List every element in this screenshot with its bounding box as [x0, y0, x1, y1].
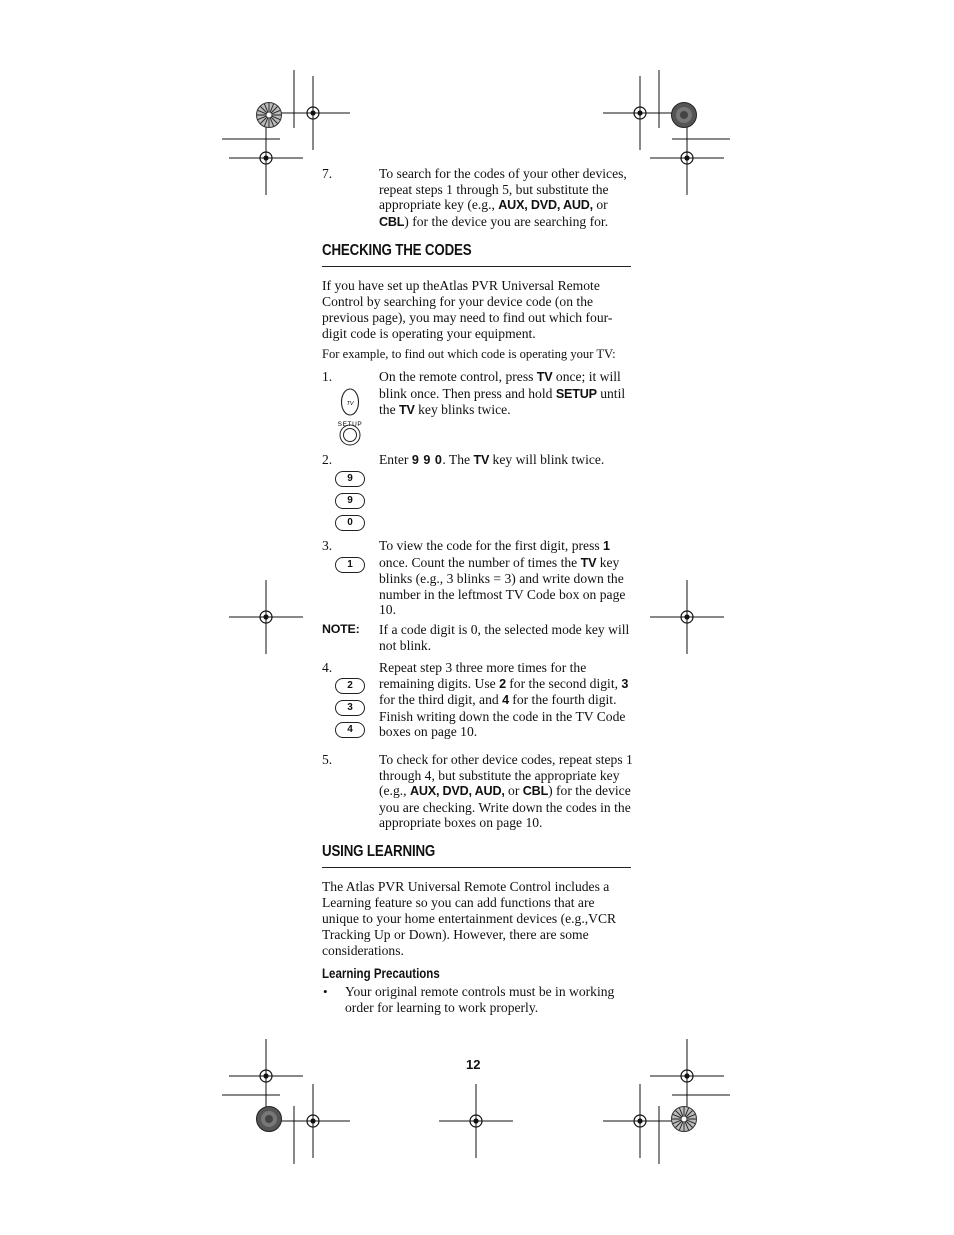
step-2-number: 2. [322, 452, 333, 467]
crosshair-mark [276, 76, 350, 150]
section-rule [322, 266, 631, 267]
page-number: 12 [466, 1057, 481, 1072]
crosshair-mark [229, 1039, 303, 1113]
checking-example-text: For example, to find out which code is operating your TV: [322, 347, 616, 361]
crosshair-mark [229, 121, 303, 195]
section-heading-using-learning: USING LEARNING [322, 843, 436, 860]
key-9-icon: 9 [335, 471, 365, 487]
step-1-text: On the remote control, press TV once; it will blink once. Then press and hold SETUP until the TV key blinks twice. [379, 369, 626, 418]
tv-key-label: TV [346, 401, 354, 407]
step-1-number: 1. [322, 369, 333, 384]
tv-setup-keys-icon [333, 386, 369, 448]
note-text: If a code digit is 0, the selected mode key will not blink. [379, 622, 630, 653]
key-4-icon: 4 [335, 722, 365, 738]
step-3-text: To view the code for the first digit, press 1 once. Count the number of times the TV key blinks (e.g., 3 blinks = 3) and write down the number in the leftmost TV Code box on page 10. [379, 538, 626, 618]
crosshair-mark [229, 580, 303, 654]
step-3-number: 3. [322, 538, 333, 553]
key-1-icon: 1 [335, 557, 365, 573]
step-4-text: Repeat step 3 three more times for the remaining digits. Use 2 for the second digit, 3 for the third digit, and 4 for the fourth digit. Finish writing down the code in the TV Code boxes on page 10. [379, 660, 629, 740]
crosshair-mark [650, 1039, 724, 1113]
crosshair-mark [603, 1084, 677, 1158]
key-9-icon: 9 [335, 493, 365, 509]
crosshair-mark [439, 1084, 513, 1158]
section-rule [322, 867, 631, 868]
step-2-text: Enter 9 9 0. The TV key will blink twice. [379, 452, 605, 467]
crosshair-mark [650, 580, 724, 654]
step-5-number: 5. [322, 752, 333, 767]
step-7-number: 7. [322, 166, 333, 181]
note-label: NOTE: [322, 622, 360, 636]
key-0-icon: 0 [335, 515, 365, 531]
section-heading-checking-codes: CHECKING THE CODES [322, 242, 472, 259]
step-5-text: To check for other device codes, repeat steps 1 through 4, but substitute the appropriate key (e.g., AUX, DVD, AUD, or CBL) for the device you are checking. Write down the codes in the appropriate boxes on page 10. [379, 752, 633, 831]
step-4-number: 4. [322, 660, 333, 675]
bullet-symbol: • [323, 984, 328, 999]
learning-precautions-title: Learning Precautions [322, 966, 440, 981]
setup-key-label: SETUP [337, 421, 363, 428]
step-7-text: To search for the codes of your other devices, repeat steps 1 through 5, but substitute the appropriate key (e.g., AUX, DVD, AUD, or CBL) for the device you are searching for. [379, 166, 627, 229]
key-2-icon: 2 [335, 678, 365, 694]
crosshair-mark [603, 76, 677, 150]
color-bar-circle [672, 1107, 697, 1132]
color-bar-circle [672, 103, 697, 128]
checking-intro-paragraph: If you have set up theAtlas PVR Universal Remote Control by searching for your device code (on the previous page), you may need to find out which four-digit code is operating your equipment. [322, 278, 613, 341]
precaution-bullet-item: Your original remote controls must be in working order for learning to work properly. [345, 984, 615, 1015]
color-bar-circle [257, 103, 282, 128]
learning-intro-paragraph: The Atlas PVR Universal Remote Control includes a Learning feature so you can add functions that are unique to your home entertainment devices (e.g.,VCR Tracking Up or Down). However, there are some considerations. [322, 879, 617, 958]
color-bar-circle [257, 1107, 282, 1132]
key-3-icon: 3 [335, 700, 365, 716]
crosshair-mark [276, 1084, 350, 1158]
crosshair-mark [650, 121, 724, 195]
